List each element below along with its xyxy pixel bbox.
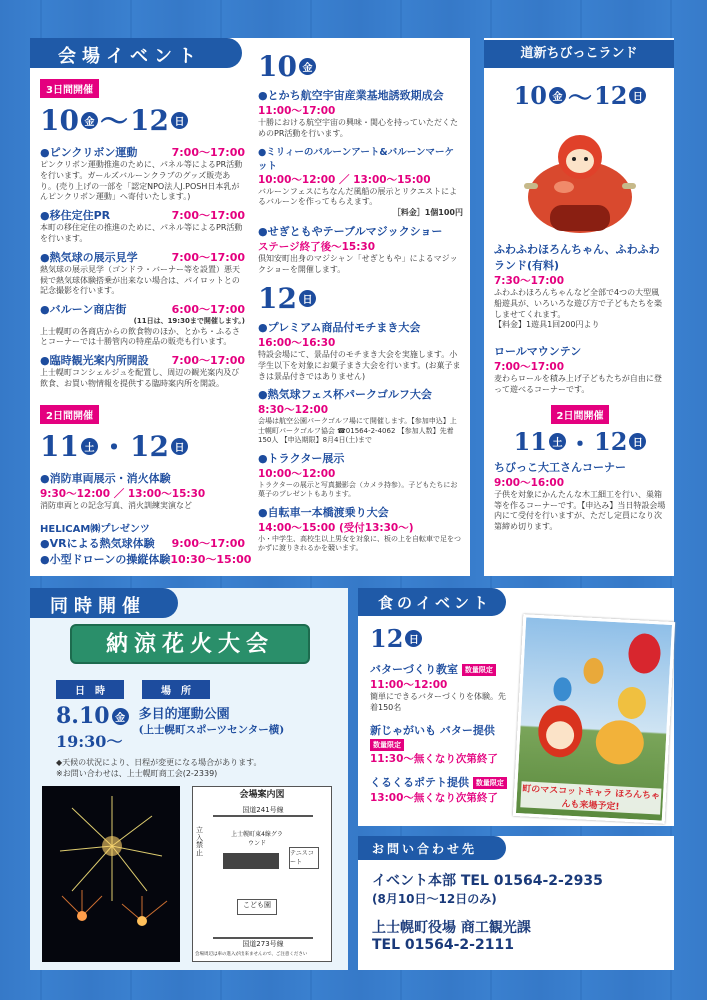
event-pink-ribbon: ●ピンクリボン運動 7:00〜17:00 ピンクリボン運動推進のために、パネル等によるPR活動を行います。ガールズバルーンクラブのグッズ販売あり。(売り上げの一部を「認定NPO法人J.POSH日本乳がんピンクリボン運動」へ寄付いたします。) — [40, 146, 245, 202]
event-magic-show: ●せぎともやテーブルマジックショー ステージ終了後〜15:30 倶知安町出身のマジシャン「せぎともや」によるマジックショーを開催します。 — [258, 224, 458, 274]
map-footnote: 会場周辺は車の進入が出来ませんので、ご注意ください — [195, 952, 308, 957]
place-label: 場 所 — [142, 680, 210, 699]
map-stand: 立入禁止 — [196, 826, 203, 858]
event-balloon-display: ●熱気球の展示見学 7:00〜17:00 熱気球の展示見学（ゴンドラ・バーナー等を設置）悪天候で熱気球体験搭乗が出来ない場合は、パイロットとの記念撮影を行います。 — [40, 250, 245, 296]
fireworks-place: 多目的運動公園 (上士幌町スポーツセンター横) — [138, 707, 285, 736]
carpenter-title: ちびっこ大工さんコーナー — [494, 460, 626, 474]
map-ground: 上士幌町東4線グラウンド — [231, 831, 283, 847]
event-balloon-shopping: ●バルーン商店街 6:00〜17:00 (11日は、19:30まで開催します。) 上士幌町の各商店からの飲食物のほか、とかち・ふるさとコーナーでは十勝管内の特産品の販売も行います。 — [40, 303, 245, 347]
fireworks-time: 19:30〜 — [56, 732, 123, 751]
food-spiral-potato: くるくるポテト提供 数量限定 13:00〜無くなり次第終了 — [370, 774, 510, 805]
three-day-tag: 3日間開催 — [40, 79, 99, 98]
event-migration-pr: ●移住定住PR 7:00〜17:00 本町の移住定住の推進のために、パネル等によるPR活動を行います。 — [40, 209, 245, 243]
event-fire-truck: ●消防車両展示・消火体験 9:30〜12:00 ／ 13:00〜15:30 消防車両との記念写真、消火訓練実演など — [40, 472, 206, 510]
roll-desc: 麦わらロールを積み上げ子どもたちが自由に登って遊べるコーナーです。 — [494, 374, 662, 394]
fuwa-title: ふわふわほろんちゃん、ふわふわランド(有料) — [494, 243, 660, 272]
fireworks-note1: ◆天候の状況により、日程が変更になる場合があります。 — [56, 758, 262, 767]
kids-two-day-date: 11 土 ・ 12 日 — [494, 424, 666, 459]
balloons-mascot-illustration — [518, 617, 672, 784]
kids-land-content — [494, 78, 666, 533]
food-butter-class: バターづくり教室 数量限定 11:00〜12:00 簡単にできるバターづくりを体験。先着150名 — [370, 663, 506, 712]
contact-line1: イベント本部 TEL 01564-2-2935 — [372, 873, 603, 889]
day10-date: 10 金 — [258, 50, 463, 83]
venue-events-header: 会場イベント — [30, 38, 242, 68]
map-kodomo: こども園 — [237, 899, 277, 915]
food-events-header: 食のイベント — [358, 588, 506, 616]
two-day-tag: 2日間開催 — [40, 405, 99, 424]
map-road-top: 国道241号線 — [213, 805, 313, 817]
carpenter-desc: 子供を対象にかんたんな木工細工を行い、巣箱等を作るコーナーです。【申込み】当日特設会場内にて受付を行いますが、ただし定員になり次第締め切ります。 — [494, 489, 666, 532]
venue-day10-section — [258, 50, 463, 276]
kids-date: 10 金 〜 12 日 — [494, 78, 666, 113]
bouncy-castle-illustration — [494, 117, 666, 237]
three-day-date: 10 金 〜 12 日 — [40, 100, 245, 140]
contact-line3: 上士幌町役場 商工観光課 — [372, 920, 531, 936]
event-park-golf: ●熱気球フェス杯パークゴルフ大会 8:30〜12:00 会場は航空公園パークゴルフ場にて開催します。【参加申込】上士幌町パークゴルフ協会 ☎01564-2-4062 【参加人数】先着150人 【申込期限】8月4日(土)まで — [258, 388, 457, 445]
two-day-date: 11 土 ・ 12 日 — [40, 426, 245, 466]
venue-3day-section — [40, 78, 245, 390]
date-label: 日 時 — [56, 680, 124, 699]
map-road-bottom: 国道273号線 — [213, 937, 313, 949]
event-mochi-maki: ●プレミアム商品付モチまき大会 16:00〜16:30 特設会場にて、景品付のモチまき大会を実施します。小学生以下を対象にお菓子まき大会を行います。(お菓子まきは景品付きではありません) — [258, 321, 461, 381]
fuwa-time: 7:30〜17:00 — [494, 275, 565, 287]
food-date: 12 日 — [370, 624, 510, 653]
fireworks-note2: ※お問い合わせは、上士幌町商工会(2-2339) — [56, 768, 218, 778]
helicam-presents: HELICAM㈱プレゼンツ — [40, 523, 150, 535]
event-drone: ●小型ドローンの操縦体験 10:30〜15:00 — [40, 552, 252, 566]
venue-map — [192, 786, 332, 962]
carpenter-time: 9:00〜16:00 — [494, 476, 565, 489]
roll-time: 7:00〜17:00 — [494, 361, 565, 374]
event-vr-balloon: ●VRによる熱気球体験 9:00〜17:00 — [40, 536, 245, 550]
venue-day12-section — [258, 282, 463, 553]
contact-line4: TEL 01564-2-2111 — [372, 937, 514, 953]
mascot-caption: 町のマスコットキャラ ほろんちゃんも来場予定! — [520, 781, 661, 814]
fireworks-day: 金 — [112, 708, 129, 725]
event-aerospace: ●とかち航空宇宙産業基地誘致期成会 11:00〜17:00 十勝における航空宇宙の興味・関心を持っていただくためのPR活動を行います。 — [258, 89, 458, 138]
food-events-content — [370, 624, 510, 805]
food-potato-butter: 新じゃがいも バター提供 数量限定 11:30〜無くなり次第終了 — [370, 723, 498, 765]
fuwa-fee: 【料金】1遊具1回200円より — [494, 320, 600, 330]
contact-line2: (8月10日〜12日のみ) — [372, 892, 497, 906]
fuwa-desc: ふわふわほろんちゃんなど全部で4つの大型風船遊具が、いろいろな遊び方で子どもたちを楽しませてくれます。 — [494, 288, 662, 319]
fireworks-photo — [42, 786, 180, 962]
fireworks-info — [56, 680, 346, 780]
map-tennis: テニスコート — [289, 847, 319, 869]
fireworks-datetime — [56, 703, 129, 752]
event-tractor: ●トラクター展示 10:00〜12:00 トラクターの展示と写真撮影会（カメラ持参）。子どもたちにお菓子のプレゼントもあります。 — [258, 451, 458, 499]
day12-date: 12 日 — [258, 282, 463, 315]
mascot-photo — [513, 614, 675, 824]
event-bicycle-bridge: ●自転車一本橋渡乗り大会 14:00〜15:00 (受付13:30〜) 小・中学生、高校生以上男女を対象に、板の上を自転車で足をつかずに渡りきれるかを競います。 — [258, 505, 461, 553]
kids-two-day-tag: 2日間開催 — [551, 405, 610, 424]
venue-2day-section — [40, 404, 252, 567]
event-balloon-art: ●ミリィーのバルーンアート&バルーンマーケット 10:00〜12:00 ／ 13:00〜15:00 バルーンフェスにちなんだ風船の展示とリクエストによるバルーンを作ってもらえます。 ［料金］1個100円 — [258, 146, 463, 218]
fireworks-banner: 納涼花火大会 — [70, 624, 310, 664]
contact-content — [372, 870, 668, 953]
roll-title: ロールマウンテン — [494, 345, 582, 359]
map-venue-area — [223, 853, 279, 869]
event-tourist-info: ●臨時観光案内所開設 7:00〜17:00 上士幌町コンシェルジュを配置し、周辺の観光案内及び飲食、お買い物情報を提供する臨時案内所を開設。 — [40, 354, 245, 388]
fireworks-date: 8.10 — [56, 703, 110, 729]
kids-land-header: 道新ちびっこランド — [484, 40, 674, 68]
contact-header: お問い合わせ先 — [358, 836, 506, 860]
map-title: 会場案内図 — [239, 790, 285, 800]
fireworks-header: 同時開催 — [30, 588, 178, 618]
kids-2day-tag-wrap — [494, 404, 666, 424]
